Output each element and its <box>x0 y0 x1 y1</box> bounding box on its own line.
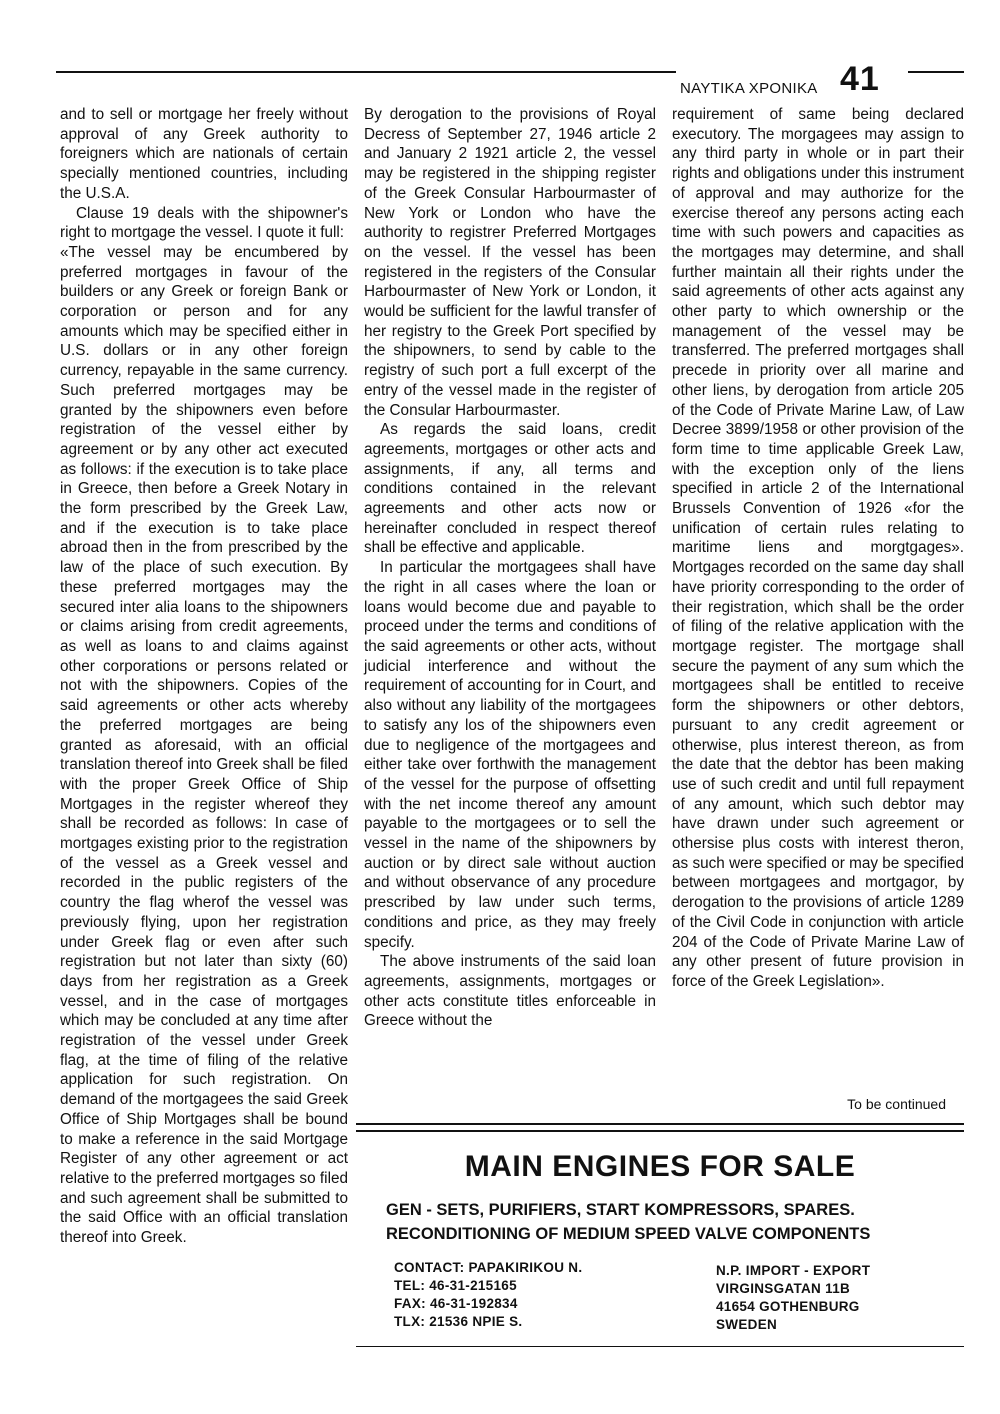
ad-rule-top <box>356 1123 964 1125</box>
ad-rule-bottom <box>356 1346 964 1347</box>
paragraph: As regards the said loans, credit agreements, mortgages or other acts and assignments, if any, all terms and conditions contained in the relevant agreements and other acts now or hereinafter concluded in respect thereof shall be effective and applicable. <box>364 421 656 557</box>
magazine-title: ΝΑΥΤΙΚΑ ΧΡΟΝΙΚΑ <box>680 80 818 97</box>
paragraph: Clause 19 deals with the shipowner's right to mortgage the vessel. I quote it full: <box>60 204 348 242</box>
company-name: N.P. IMPORT - EXPORT <box>716 1263 871 1278</box>
paragraph: By derogation to the provisions of Royal Decress of September 27, 1946 article 2 and January 2 1921 article 2, the vessel may be registered in the shipping register of the Greek Consular Harbourmaster of New York or London who have the authority to registrer Preferred Mortgages on the vessel. If the vessel has been registered in the registers of the Consular Harbourmaster of New York or London, it would be sufficient for the lawful transfer of her registry to the Greek Port specified by the shipowners, to send by cable to the registry of such port a full excerpt of the entry of the vessel made in the register of the Consular Harbourmaster. <box>364 106 656 419</box>
company-street: VIRGINSGATAN 11B <box>716 1281 851 1296</box>
article-column-3 <box>672 105 964 992</box>
paragraph: In particular the mortgagees shall have the right in all cases where the loan or loans would become due and payable to proceed under the terms and conditions of the said agreements or other acts, without judicial interference and without the requirement of accounting for in Court, and also without any liability of the mortgagees to satisfy any los of the shipowners even due to negligence of the mortgagees and either take over forthwith the management of the vessel for the purpose of offsetting with the net income thereof any amount payable to the mortgagees or to sell the vessel in the name of the shipowners by auction or by direct sale without auction and without observance of any procedure prescribed by law under such terms, conditions and price, as they may freely specify. <box>364 559 656 951</box>
paragraph: requirement of same being declared executory. The morgagees may assign to any third party in whole or in part their rights and obligations under this instrument of approval and may authorize for the exercise thereof any persons acting each time with such powers and capacities as the mortgages may determine, and shall further maintain all their rights under the said agreements of other acts against any other party to which ownership or the management of the vessel may be transferred. The preferred mortgages shall precede in priority over all marine and other liens, by derogation from article 205 of the Code of Private Marine Law, of Law Decree 3899/1958 or other provision of the form time to time applicable Greek Law, with the exception only of the liens specified in article 2 of the International Brussels Convention of 1926 «for the unification of certain rules relating to maritime liens and morgtgages». Mortgages recorded on the same day shall have priority corresponding to the order of their registration, which shall be the order of filing of the relative application with the mortgage register. The mortgage shall secure the payment of any sum which the mortgagees shall be entitled to receive form the shipowners or other debtors, pursuant to any credit agreement or otherwise, plus interest thereon, as from the date that the debtor has been making use of such credit and until full repayment of any amount, which such debtor may have drawn under such agreement or othersise plus costs with interest theron, as such were specified or may be specified between mortgagees and mortgagor, by derogation to the provisions of article 1289 of the Civil Code in conjunction with article 204 of the Code of Private Marine Law of any other present of future provision in force of the Greek Legislation». <box>672 106 964 990</box>
company-city: 41654 GOTHENBURG <box>716 1299 860 1314</box>
paragraph: and to sell or mortgage her freely without approval of any Greek authority to foreigners which are nationals of certain specially mentioned countries, including the U.S.A. <box>60 106 348 202</box>
ad-title: MAIN ENGINES FOR SALE <box>464 1150 856 1183</box>
ad-contact-block <box>394 1259 582 1331</box>
ad-subtitle-1: GEN - SETS, PURIFIERS, START KOMPRESSORS, SPARES. <box>386 1201 855 1219</box>
ad-rule-top-2 <box>356 1130 964 1132</box>
contact-fax: FAX: 46-31-192834 <box>394 1296 518 1311</box>
paragraph: «The vessel may be encumbered by preferred mortgages in favour of the builders or any Greek or foreign Bank or corporation or person and for any amounts which may be specified either in U.S. dollars or in any other foreign currency, repayable in the same currency. Such preferred mortgages may be granted by the shipowners even before registration of the vessel either by agreement or by any other act executed as follows: if the execution is to take place in Greece, then before a Greek Notary in the form prescribed by the Greek Law, and if the execution is to take place abroad then in the from prescribed by the law of the place of such execution. By these preferred mortgages may the secured inter alia loans to the shipowners or claims arising from credit agreements, as well as loans to and claims against other corporations or persons related or not with the shipowners. Copies of the said agreements or other acts whereby the preferred mortgages are being granted as aforesaid, with an official translation thereof into Greek shall be filed with the proper Greek Office of Ship Mortgages in the register whereof they shall be recorded as follows: In case of mortgages existing prior to the registration of the vessel as a Greek vessel and recorded in the public registers of the country the flag wherof the vessel was previously flying, upon her registration under Greek flag or even after such registration but not later than sixty (60) days from her registration as a Greek vessel, and in the case of mortgages which may be concluded at any time after registration of the vessel under Greek flag, at the time of filing of the relative application for such registration. On demand of the mortgagees the said Greek Office of Ship Mortgages shall be bound to make a reference in the said Mortgage Register of any other agreement or act relative to the preferred mortgages so filed and such agreement shall be submitted to the said Office with an official translation thereof into Greek. <box>60 243 348 1247</box>
contact-tel: TEL: 46-31-215165 <box>394 1278 517 1293</box>
company-country: SWEDEN <box>716 1317 778 1332</box>
continued-note: To be continued <box>847 1096 946 1112</box>
article-column-2 <box>364 105 656 1031</box>
contact-name: CONTACT: PAPAKIRIKOU N. <box>394 1260 583 1275</box>
page-number: 41 <box>840 60 880 98</box>
article-column-1 <box>60 105 348 1248</box>
ad-company-block <box>716 1262 870 1334</box>
header-rule-right <box>908 71 964 73</box>
paragraph: The above instruments of the said loan agreements, assignments, mortgages or other acts constitute titles enforceable in Greece without the <box>364 953 656 1030</box>
header-rule-left <box>56 71 676 73</box>
contact-tlx: TLX: 21536 NPIE S. <box>394 1314 523 1329</box>
ad-subtitle-2: RECONDITIONING OF MEDIUM SPEED VALVE COMPONENTS <box>386 1225 871 1243</box>
